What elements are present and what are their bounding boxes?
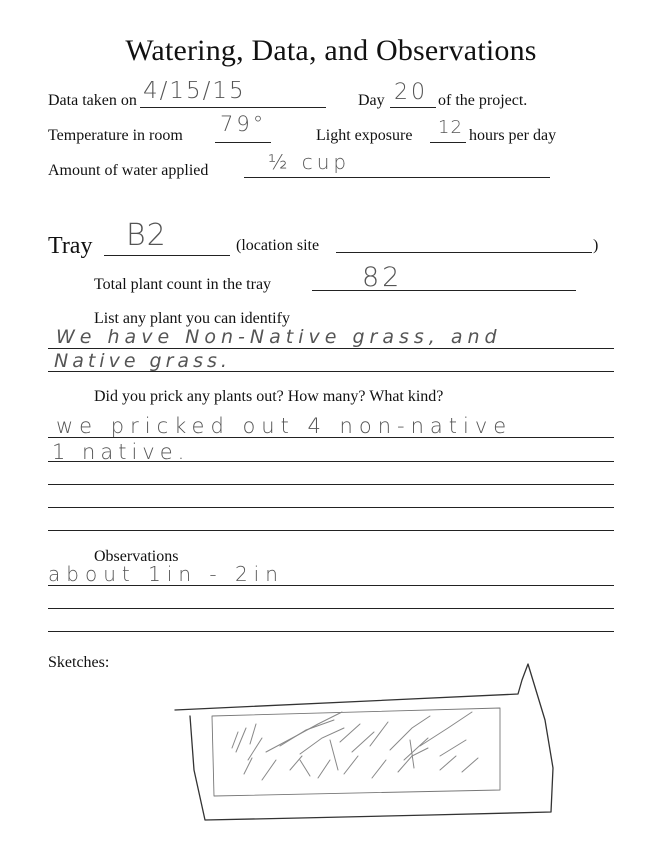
sketches-label: Sketches: [48,654,110,671]
day-label: Day [358,92,385,109]
day-value: 20 [394,80,428,105]
identify-answer-2: Native grass. [54,350,231,372]
observations-answer-1: about 1in - 2in [48,562,284,586]
day-suffix: of the project. [438,92,528,109]
prick-prompt: Did you prick any plants out? How many? What kind? [94,388,444,405]
tray-value: B2 [126,218,167,253]
identify-answer-1: We have Non-Native grass, and [56,326,502,348]
sketch-box-outline [175,664,553,820]
sketch-inner-box [212,708,500,796]
prick-answer-2: 1 native. [52,440,190,464]
observations-prompt: Observations [94,548,179,565]
location-close: ) [593,237,599,254]
plant-count-value: 82 [362,262,403,293]
temperature-value: 79° [220,112,267,136]
water-value: ½ cup [268,150,351,174]
plant-count-label: Total plant count in the tray [94,276,272,293]
water-label: Amount of water applied [48,162,209,179]
date-label: Data taken on [48,92,137,109]
sketch-grass-strokes [232,712,478,780]
identify-prompt: List any plant you can identify [94,310,290,327]
page-title: Watering, Data, and Observations [125,34,537,67]
location-label: (location site [236,237,320,254]
light-label: Light exposure [316,127,413,144]
temperature-label: Temperature in room [48,127,183,144]
light-suffix: hours per day [469,127,557,144]
tray-label: Tray [48,233,93,259]
date-value: 4/15/15 [143,78,246,104]
prick-answer-1: we pricked out 4 non-native [56,414,513,438]
light-value: 12 [438,117,463,138]
